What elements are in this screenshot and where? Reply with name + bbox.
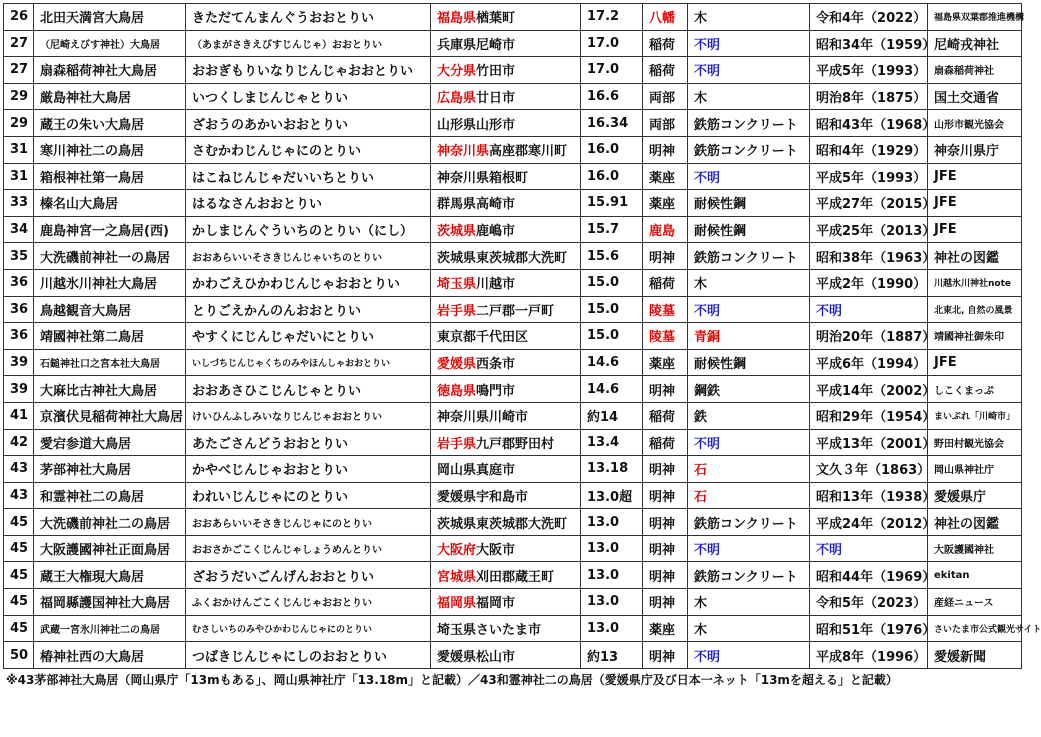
material-cell: 木	[688, 615, 810, 642]
city-text: 兵庫県尼崎市	[437, 37, 516, 53]
table-body	[4, 4, 1041, 669]
rank-cell: 43	[4, 456, 34, 483]
city-text: 埼玉県さいたま市	[437, 622, 542, 638]
reading-cell: ざおうだいごんげんおおとりい	[186, 562, 431, 589]
reading-cell: さむかわじんじゃにのとりい	[186, 136, 431, 163]
height-cell: 15.7	[581, 216, 643, 243]
reading-cell: かわごえひかわじんじゃおおとりい	[186, 269, 431, 296]
style-cell: 薬座	[643, 163, 688, 190]
location-cell	[431, 402, 581, 429]
reading-cell: はこねじんじゃだいいちとりい	[186, 163, 431, 190]
torii-name-cell: 京濱伏見稲荷神社大鳥居	[34, 402, 186, 429]
table-row	[4, 562, 1022, 589]
rank-cell: 36	[4, 269, 34, 296]
material-cell: 鉄筋コンクリート	[688, 562, 810, 589]
city-text: 川越市	[476, 277, 516, 293]
material-cell: 不明	[688, 163, 810, 190]
city-text: 群馬県高崎市	[437, 197, 516, 213]
reading-cell: つばきじんじゃにしのおおとりい	[186, 642, 431, 669]
height-cell: 16.0	[581, 136, 643, 163]
style-cell: 明神	[643, 535, 688, 562]
source-cell: しこくまっぷ	[928, 376, 1022, 403]
height-cell: 17.0	[581, 57, 643, 84]
style-cell: 明神	[643, 376, 688, 403]
city-text: 鹿嶋市	[476, 224, 516, 240]
reading-cell: やすくにじんじゃだいにとりい	[186, 323, 431, 350]
source-cell: 愛媛新聞	[928, 642, 1022, 669]
style-cell: 稲荷	[643, 57, 688, 84]
reading-cell: （あまがさきえびすじんじゃ）おおとりい	[186, 30, 431, 57]
table-row	[4, 402, 1022, 429]
date-cell: 平成5年（1993）	[810, 163, 928, 190]
source-cell: 神社の図鑑	[928, 243, 1022, 270]
source-cell: 野田村観光協会	[928, 429, 1022, 456]
location-cell	[431, 4, 581, 31]
prefecture-text: 茨城県	[437, 224, 477, 240]
city-text: 愛媛県宇和島市	[437, 489, 529, 505]
reading-cell: いつくしまじんじゃとりい	[186, 83, 431, 110]
date-cell: 平成5年（1993）	[810, 57, 928, 84]
table-row	[4, 57, 1022, 84]
material-cell: 不明	[688, 429, 810, 456]
city-text: 楢葉町	[476, 11, 516, 27]
location-cell	[431, 83, 581, 110]
source-cell: 愛媛県庁	[928, 482, 1022, 509]
city-text: 高座郡寒川町	[489, 144, 568, 160]
height-cell: 13.0	[581, 562, 643, 589]
location-cell	[431, 509, 581, 536]
torii-name-cell: 大洗磯前神社二の鳥居	[34, 509, 186, 536]
torii-name-cell: 福岡縣護国神社大鳥居	[34, 589, 186, 616]
style-cell: 明神	[643, 642, 688, 669]
date-cell: 令和5年（2023）	[810, 589, 928, 616]
height-cell: 15.0	[581, 323, 643, 350]
material-cell: 鉄	[688, 402, 810, 429]
city-text: 茨城県東茨城郡大洗町	[437, 516, 568, 532]
material-cell: 木	[688, 589, 810, 616]
city-text: 福岡市	[476, 596, 516, 612]
reading-cell: かしまじんぐういちのとりい（にし）	[186, 216, 431, 243]
rank-cell: 45	[4, 589, 34, 616]
reading-cell: とりごえかんのんおおとりい	[186, 296, 431, 323]
style-cell: 明神	[643, 136, 688, 163]
prefecture-text: 広島県	[437, 91, 477, 107]
city-text: 茨城県東茨城郡大洗町	[437, 250, 568, 266]
source-cell: 山形市観光協会	[928, 110, 1022, 137]
height-cell: 13.0	[581, 589, 643, 616]
reading-cell: あたごさんどうおおとりい	[186, 429, 431, 456]
material-cell: 不明	[688, 30, 810, 57]
torii-name-cell: 箱根神社第一鳥居	[34, 163, 186, 190]
height-cell: 16.34	[581, 110, 643, 137]
style-cell: 明神	[643, 243, 688, 270]
height-cell: 15.0	[581, 296, 643, 323]
torii-name-cell: 大阪護國神社正面鳥居	[34, 535, 186, 562]
source-cell: JFE	[928, 216, 1022, 243]
torii-name-cell: 榛名山大鳥居	[34, 190, 186, 217]
location-cell	[431, 589, 581, 616]
table-row	[4, 136, 1022, 163]
torii-name-cell: 武蔵一宮氷川神社二の鳥居	[34, 615, 186, 642]
torii-name-cell: 大洗磯前神社一の鳥居	[34, 243, 186, 270]
torii-name-cell: （尼崎えびす神社）大鳥居	[34, 30, 186, 57]
table-row	[4, 269, 1022, 296]
date-cell: 平成6年（1994）	[810, 349, 928, 376]
height-cell: 13.0超	[581, 482, 643, 509]
date-cell: 平成13年（2001）	[810, 429, 928, 456]
table-row	[4, 296, 1022, 323]
prefecture-text: 愛媛県	[437, 357, 477, 373]
material-cell: 木	[688, 269, 810, 296]
height-cell: 13.4	[581, 429, 643, 456]
city-text: 西条市	[476, 357, 516, 373]
height-cell: 17.0	[581, 30, 643, 57]
city-text: 愛媛県松山市	[437, 649, 516, 665]
source-cell: ekitan	[928, 562, 1022, 589]
style-cell: 陵墓	[643, 296, 688, 323]
reading-cell: ふくおかけんごこくじんじゃおおとりい	[186, 589, 431, 616]
material-cell: 耐候性鋼	[688, 190, 810, 217]
prefecture-text: 大阪府	[437, 543, 477, 559]
date-cell: 昭和29年（1954）	[810, 402, 928, 429]
material-cell: 木	[688, 4, 810, 31]
torii-name-cell: 靖國神社第二鳥居	[34, 323, 186, 350]
table-row	[4, 482, 1022, 509]
city-text: 二戸郡一戸町	[476, 303, 555, 319]
city-text: 山形県山形市	[437, 117, 516, 133]
location-cell	[431, 110, 581, 137]
style-cell: 陵墓	[643, 323, 688, 350]
city-text: 岡山県真庭市	[437, 463, 516, 479]
date-cell: 平成8年（1996）	[810, 642, 928, 669]
date-cell: 昭和51年（1976）	[810, 615, 928, 642]
reading-cell: おおぎもりいなりじんじゃおおとりい	[186, 57, 431, 84]
style-cell: 明神	[643, 482, 688, 509]
rank-cell: 45	[4, 535, 34, 562]
table-row	[4, 456, 1022, 483]
rank-cell: 43	[4, 482, 34, 509]
style-cell: 鹿島	[643, 216, 688, 243]
date-cell: 昭和38年（1963）	[810, 243, 928, 270]
rank-cell: 27	[4, 57, 34, 84]
table-row	[4, 83, 1022, 110]
material-cell: 耐候性鋼	[688, 349, 810, 376]
table-row	[4, 30, 1022, 57]
material-cell: 鉄筋コンクリート	[688, 110, 810, 137]
table-row	[4, 110, 1022, 137]
location-cell	[431, 642, 581, 669]
table-row	[4, 589, 1022, 616]
style-cell: 八幡	[643, 4, 688, 31]
prefecture-text: 宮城県	[437, 569, 477, 585]
reading-cell: われいじんじゃにのとりい	[186, 482, 431, 509]
reading-cell: むさしいちのみやひかわじんじゃにのとりい	[186, 615, 431, 642]
torii-name-cell: 和霊神社二の鳥居	[34, 482, 186, 509]
prefecture-text: 岩手県	[437, 436, 477, 452]
source-cell: 岡山県神社庁	[928, 456, 1022, 483]
source-cell: 産経ニュース	[928, 589, 1022, 616]
city-text: 神奈川県箱根町	[437, 170, 529, 186]
height-cell: 15.0	[581, 269, 643, 296]
rank-cell: 31	[4, 136, 34, 163]
source-cell: 川越氷川神社note	[928, 269, 1022, 296]
prefecture-text: 福岡県	[437, 596, 477, 612]
rank-cell: 27	[4, 30, 34, 57]
height-cell: 16.6	[581, 83, 643, 110]
height-cell: 17.2	[581, 4, 643, 31]
torii-name-cell: 石鎚神社口之宮本社大鳥居	[34, 349, 186, 376]
style-cell: 稲荷	[643, 30, 688, 57]
rank-cell: 36	[4, 323, 34, 350]
source-cell: 北東北, 自然の風景	[928, 296, 1022, 323]
table-row	[4, 535, 1022, 562]
source-cell: 福島県双葉郡推進機構	[928, 4, 1022, 31]
torii-name-cell: 蔵王大権現大鳥居	[34, 562, 186, 589]
date-cell: 平成2年（1990）	[810, 269, 928, 296]
style-cell: 両部	[643, 110, 688, 137]
city-text: 竹田市	[476, 64, 516, 80]
rank-cell: 45	[4, 509, 34, 536]
material-cell: 不明	[688, 535, 810, 562]
prefecture-text: 大分県	[437, 64, 477, 80]
date-cell: 不明	[810, 535, 928, 562]
rank-cell: 29	[4, 83, 34, 110]
date-cell: 令和4年（2022）	[810, 4, 928, 31]
table-row	[4, 323, 1022, 350]
table-row	[4, 429, 1022, 456]
table-row	[4, 509, 1022, 536]
date-cell: 明治20年（1887）	[810, 323, 928, 350]
style-cell: 稲荷	[643, 269, 688, 296]
table-row	[4, 349, 1022, 376]
material-cell: 鉄筋コンクリート	[688, 243, 810, 270]
date-cell: 昭和44年（1969）	[810, 562, 928, 589]
height-cell: 13.18	[581, 456, 643, 483]
prefecture-text: 埼玉県	[437, 277, 477, 293]
material-cell: 不明	[688, 57, 810, 84]
material-cell: 鉄筋コンクリート	[688, 509, 810, 536]
city-text: 廿日市	[476, 91, 516, 107]
material-cell: 不明	[688, 296, 810, 323]
rank-cell: 29	[4, 110, 34, 137]
reading-cell: いしづちじんじゃくちのみやほんしゃおおとりい	[186, 349, 431, 376]
reading-cell: おおあさひこじんじゃとりい	[186, 376, 431, 403]
date-cell: 平成25年（2013）	[810, 216, 928, 243]
table-row	[4, 190, 1022, 217]
prefecture-text: 神奈川県	[437, 144, 490, 160]
height-cell: 13.0	[581, 509, 643, 536]
location-cell	[431, 376, 581, 403]
source-cell: まいぷれ「川崎市」	[928, 402, 1022, 429]
location-cell	[431, 456, 581, 483]
rank-cell: 50	[4, 642, 34, 669]
city-text: 九戸郡野田村	[476, 436, 555, 452]
style-cell: 明神	[643, 456, 688, 483]
height-cell: 14.6	[581, 349, 643, 376]
source-cell: 扇森稲荷神社	[928, 57, 1022, 84]
location-cell	[431, 296, 581, 323]
city-text: 神奈川県川崎市	[437, 410, 529, 426]
reading-cell: かやべじんじゃおおとりい	[186, 456, 431, 483]
height-cell: 16.0	[581, 163, 643, 190]
source-cell: JFE	[928, 190, 1022, 217]
style-cell: 明神	[643, 589, 688, 616]
location-cell	[431, 216, 581, 243]
torii-name-cell: 愛宕参道大鳥居	[34, 429, 186, 456]
reading-cell: おおさかごこくじんじゃしょうめんとりい	[186, 535, 431, 562]
location-cell	[431, 269, 581, 296]
date-cell: 不明	[810, 296, 928, 323]
reading-cell: ざおうのあかいおおとりい	[186, 110, 431, 137]
material-cell: 耐候性鋼	[688, 216, 810, 243]
style-cell: 明神	[643, 562, 688, 589]
source-cell: 靖國神社御朱印	[928, 323, 1022, 350]
torii-name-cell: 厳島神社大鳥居	[34, 83, 186, 110]
date-cell: 昭和34年（1959）	[810, 30, 928, 57]
reading-cell: はるなさんおおとりい	[186, 190, 431, 217]
material-cell: 木	[688, 83, 810, 110]
torii-ranking-table	[3, 3, 1041, 669]
date-cell: 平成24年（2012）	[810, 509, 928, 536]
rank-cell: 42	[4, 429, 34, 456]
style-cell: 薬座	[643, 190, 688, 217]
torii-name-cell: 蔵王の朱い大鳥居	[34, 110, 186, 137]
rank-cell: 39	[4, 349, 34, 376]
source-cell: さいたま市公式観光サイト	[928, 615, 1022, 642]
rank-cell: 45	[4, 562, 34, 589]
torii-name-cell: 鳥越観音大鳥居	[34, 296, 186, 323]
material-cell: 青銅	[688, 323, 810, 350]
city-text: 刈田郡蔵王町	[476, 569, 555, 585]
city-text: 鳴門市	[476, 383, 516, 399]
reading-cell: おおあらいいそさきじんじゃいちのとりい	[186, 243, 431, 270]
date-cell: 昭和43年（1968）	[810, 110, 928, 137]
rank-cell: 45	[4, 615, 34, 642]
table-row	[4, 216, 1022, 243]
table-row	[4, 376, 1022, 403]
prefecture-text: 岩手県	[437, 303, 477, 319]
rank-cell: 31	[4, 163, 34, 190]
material-cell: 石	[688, 456, 810, 483]
location-cell	[431, 136, 581, 163]
date-cell: 平成14年（2002）	[810, 376, 928, 403]
rank-cell: 34	[4, 216, 34, 243]
rank-cell: 39	[4, 376, 34, 403]
table-row	[4, 163, 1022, 190]
prefecture-text: 福島県	[437, 11, 477, 27]
rank-cell: 26	[4, 4, 34, 31]
date-cell: 平成27年（2015）	[810, 190, 928, 217]
location-cell	[431, 30, 581, 57]
reading-cell: きただてんまんぐうおおとりい	[186, 4, 431, 31]
torii-name-cell: 椿神社西の大鳥居	[34, 642, 186, 669]
style-cell: 稲荷	[643, 429, 688, 456]
rank-cell: 36	[4, 296, 34, 323]
source-cell: JFE	[928, 163, 1022, 190]
location-cell	[431, 57, 581, 84]
torii-name-cell: 北田天満宮大鳥居	[34, 4, 186, 31]
torii-name-cell: 川越氷川神社大鳥居	[34, 269, 186, 296]
material-cell: 不明	[688, 642, 810, 669]
height-cell: 15.6	[581, 243, 643, 270]
location-cell	[431, 429, 581, 456]
height-cell: 14.6	[581, 376, 643, 403]
source-cell: 大阪護國神社	[928, 535, 1022, 562]
date-cell: 文久３年（1863）	[810, 456, 928, 483]
location-cell	[431, 190, 581, 217]
table-row	[4, 243, 1022, 270]
footnote: ※43茅部神社大鳥居（岡山県庁「13mもある」、岡山県神社庁「13.18m」と記載）／43和霊神社二の鳥居（愛媛県庁及び日本一ネット「13mを超える」と記載）	[6, 672, 898, 687]
style-cell: 薬座	[643, 615, 688, 642]
height-cell: 15.91	[581, 190, 643, 217]
height-cell: 約13	[581, 642, 643, 669]
city-text: 東京都千代田区	[437, 330, 529, 346]
source-cell: 国土交通省	[928, 83, 1022, 110]
style-cell: 稲荷	[643, 402, 688, 429]
table-row	[4, 642, 1022, 669]
prefecture-text: 徳島県	[437, 383, 477, 399]
material-cell: 鉄筋コンクリート	[688, 136, 810, 163]
height-cell: 約14	[581, 402, 643, 429]
date-cell: 昭和13年（1938）	[810, 482, 928, 509]
style-cell: 両部	[643, 83, 688, 110]
source-cell: 神社の図鑑	[928, 509, 1022, 536]
table-row	[4, 615, 1022, 642]
material-cell: 鋼鉄	[688, 376, 810, 403]
location-cell	[431, 323, 581, 350]
location-cell	[431, 349, 581, 376]
source-cell: 尼崎戎神社	[928, 30, 1022, 57]
rank-cell: 41	[4, 402, 34, 429]
location-cell	[431, 482, 581, 509]
reading-cell: おおあらいいそさきじんじゃにのとりい	[186, 509, 431, 536]
source-cell: JFE	[928, 349, 1022, 376]
city-text: 大阪市	[476, 543, 516, 559]
rank-cell: 33	[4, 190, 34, 217]
torii-name-cell: 扇森稲荷神社大鳥居	[34, 57, 186, 84]
date-cell: 明治8年（1875）	[810, 83, 928, 110]
source-cell: 神奈川県庁	[928, 136, 1022, 163]
torii-name-cell: 鹿島神宮一之鳥居(西)	[34, 216, 186, 243]
style-cell: 薬座	[643, 349, 688, 376]
date-cell: 昭和4年（1929）	[810, 136, 928, 163]
table-row	[4, 4, 1022, 31]
reading-cell: けいひんふしみいなりじんじゃおおとりい	[186, 402, 431, 429]
height-cell: 13.0	[581, 615, 643, 642]
rank-cell: 35	[4, 243, 34, 270]
location-cell	[431, 615, 581, 642]
height-cell: 13.0	[581, 535, 643, 562]
location-cell	[431, 562, 581, 589]
style-cell: 明神	[643, 509, 688, 536]
torii-name-cell: 大麻比古神社大鳥居	[34, 376, 186, 403]
material-cell: 石	[688, 482, 810, 509]
location-cell	[431, 535, 581, 562]
location-cell	[431, 243, 581, 270]
torii-name-cell: 茅部神社大鳥居	[34, 456, 186, 483]
location-cell	[431, 163, 581, 190]
torii-name-cell: 寒川神社二の鳥居	[34, 136, 186, 163]
